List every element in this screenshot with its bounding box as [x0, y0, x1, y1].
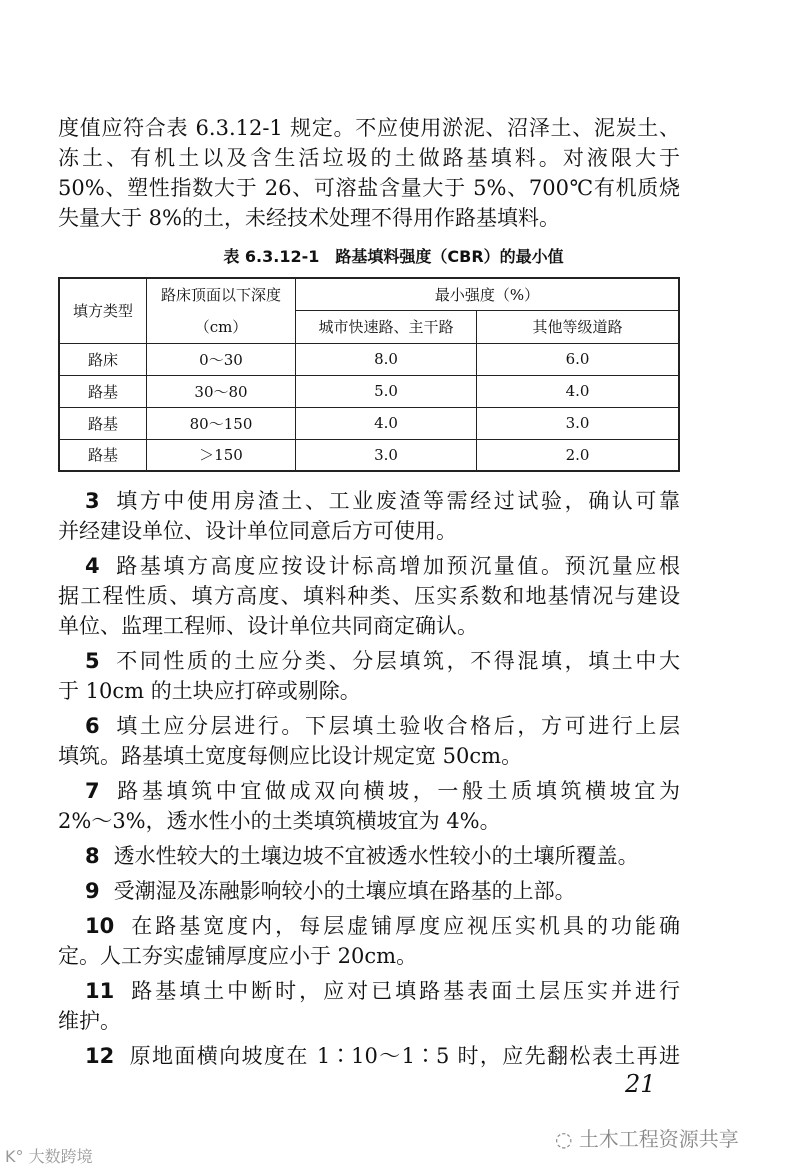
- table-cell: 路基: [59, 375, 147, 407]
- item-line: 单位、监理工程师、设计单位共同商定确认。: [58, 614, 478, 638]
- item-number: 7: [85, 779, 100, 803]
- table-caption: 表 6.3.12-1 路基填料强度（CBR）的最小值: [223, 247, 564, 266]
- item-line: [85, 976, 680, 1006]
- table-cell: 6.0: [477, 343, 680, 375]
- watermark-left: [5, 1144, 93, 1167]
- item-line: 2%～3%，透水性小的土类填筑横坡宜为 4%。: [58, 809, 501, 833]
- text-line: 冻土、有机土以及含生活垃圾的土做路基填料。对液限大于: [58, 146, 680, 170]
- item-line: 于 10cm 的土块应打碎或剔除。: [58, 679, 361, 703]
- item-line: 并经建设单位、设计单位同意后方可使用。: [58, 519, 457, 543]
- table-cell: 路床: [59, 343, 147, 375]
- table-cell: 4.0: [296, 407, 477, 439]
- item-number: 3: [85, 489, 100, 513]
- item-number: 6: [85, 714, 100, 738]
- table-cell: 4.0: [477, 375, 680, 407]
- table-cell: 3.0: [296, 439, 477, 471]
- item-number: 9: [85, 879, 100, 903]
- header-depth: 路床顶面以下深度: [147, 278, 296, 310]
- item-line: [85, 486, 680, 516]
- item-line: 定。人工夯实虚铺厚度应小于 20cm。: [58, 944, 418, 968]
- watermark-left-text: 大数跨境: [28, 1147, 93, 1166]
- table-cell: 30～80: [147, 375, 296, 407]
- item-number: 5: [85, 649, 100, 673]
- item-line: [85, 551, 680, 581]
- item-number: 12: [85, 1044, 115, 1068]
- table-row: [59, 343, 679, 375]
- table-row: [59, 439, 679, 471]
- header-expressway: 城市快速路、主干路: [296, 310, 477, 343]
- item-text: 受潮湿及冻融影响较小的土壤应填在路基的上部。: [113, 879, 576, 903]
- table-cell: 路基: [59, 407, 147, 439]
- item-text: 透水性较大的土壤边坡不宜被透水性较小的土壤所覆盖。: [113, 844, 639, 868]
- table-row: [59, 407, 679, 439]
- item-number: 8: [85, 844, 100, 868]
- table-cell: 3.0: [477, 407, 680, 439]
- item-number: 10: [85, 914, 115, 938]
- header-fill-type: 填方类型: [59, 278, 147, 343]
- watermark-wechat: [555, 1123, 739, 1152]
- item-line: [85, 776, 680, 806]
- wechat-icon: ◌: [555, 1127, 579, 1151]
- item-line: [85, 646, 680, 676]
- item-line: [85, 711, 680, 741]
- watermark-right-text: 土木工程资源共享: [578, 1127, 739, 1151]
- page-number: 21: [625, 1070, 656, 1098]
- item-text: 路基填土中断时，应对已填路基表面土层压实并进行: [128, 979, 680, 1003]
- item-number: 4: [85, 554, 100, 578]
- item-text: 在路基宽度内，每层虚铺厚度应视压实机具的功能确: [128, 914, 680, 938]
- item-line: 维护。: [58, 1009, 121, 1033]
- item-number: 11: [85, 979, 115, 1003]
- item-line: 据工程性质、填方高度、填料种类、压实系数和地基情况与建设: [58, 584, 680, 608]
- cbr-table: [58, 277, 680, 472]
- logo-icon: K°: [5, 1147, 29, 1166]
- table-cell: 5.0: [296, 375, 477, 407]
- item-text: 填方中使用房渣土、工业废渣等需经过试验，确认可靠: [113, 489, 680, 513]
- item-line: [85, 1041, 680, 1071]
- table-cell: 路基: [59, 439, 147, 471]
- table-cell: 2.0: [477, 439, 680, 471]
- item-text: 原地面横向坡度在 1∶10～1∶5 时，应先翻松表土再进: [128, 1044, 680, 1068]
- header-min-strength: 最小强度（%）: [296, 278, 680, 310]
- header-depth-unit: （cm）: [147, 310, 296, 343]
- text-line: 失量大于 8%的土，未经技术处理不得用作路基填料。: [58, 206, 560, 230]
- item-text: 路基填方高度应按设计标高增加预沉量值。预沉量应根: [113, 554, 680, 578]
- item-line: [85, 876, 680, 906]
- item-line: 填筑。路基填土宽度每侧应比设计规定宽 50cm。: [58, 744, 523, 768]
- item-line: [85, 841, 680, 871]
- header-other-roads: 其他等级道路: [477, 310, 680, 343]
- text-line: 50%、塑性指数大于 26、可溶盐含量大于 5%、700℃有机质烧: [58, 176, 680, 200]
- text-line: 度值应符合表 6.3.12-1 规定。不应使用淤泥、沼泽土、泥炭土、: [58, 116, 680, 140]
- item-line: [85, 911, 680, 941]
- item-text: 填土应分层进行。下层填土验收合格后，方可进行上层: [113, 714, 680, 738]
- table-cell: 8.0: [296, 343, 477, 375]
- item-text: 路基填筑中宜做成双向横坡，一般土质填筑横坡宜为: [113, 779, 680, 803]
- item-text: 不同性质的土应分类、分层填筑，不得混填，填土中大: [113, 649, 680, 673]
- table-cell: ＞150: [147, 439, 296, 471]
- table-cell: 80～150: [147, 407, 296, 439]
- table-row: [59, 375, 679, 407]
- table-cell: 0～30: [147, 343, 296, 375]
